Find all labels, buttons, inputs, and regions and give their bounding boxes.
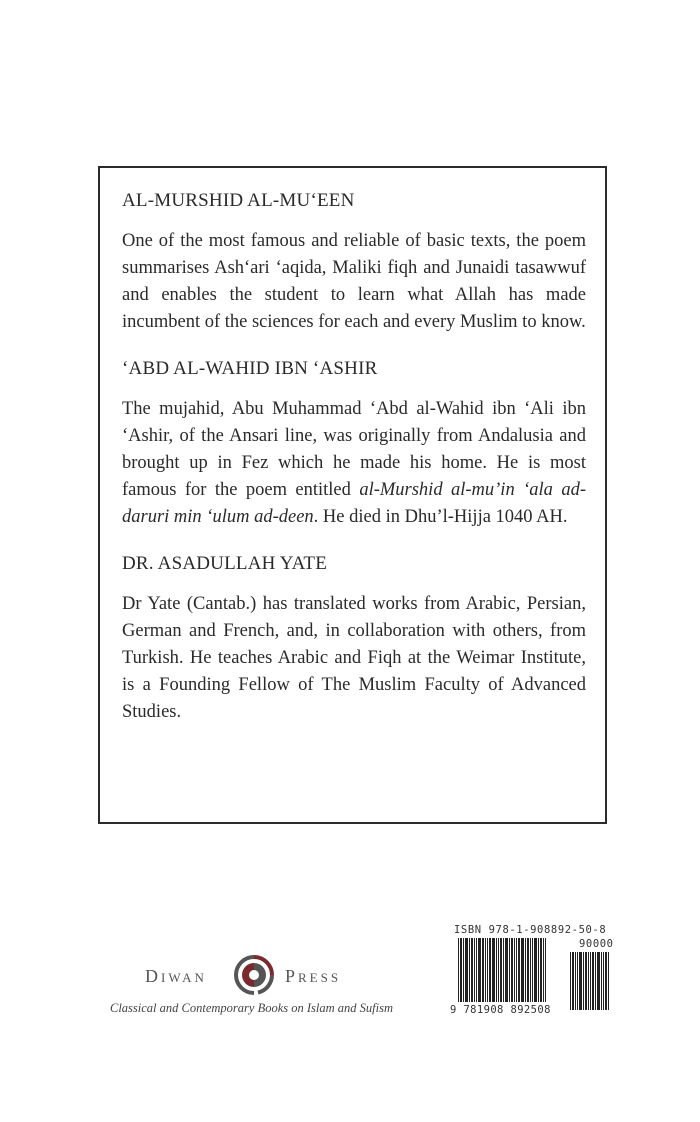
price-code: 90000 (579, 938, 614, 950)
author-body-text: The mujahid, Abu Muhammad ‘Abd al-Wahid ibn ‘Ali ibn ‘Ashir, of the Ansari line, was originally from Andalusia and brought up in Fez which he made his home. He is most famous for the poem entitled (122, 399, 586, 500)
section-body-translator: Dr Yate (Cantab.) has translated works from Arabic, Persian, German and French, and, in collaboration with others, from Turkish. He teaches Arabic and Fiqh at the Weimar Institute, is a Founding Fellow of The Muslim Faculty of Advanced Studies. (122, 594, 586, 722)
ean-digits: 9 781908 892508 (450, 1004, 551, 1016)
section-heading-translator: DR. ASADULLAH YATE (122, 553, 328, 574)
isbn-label: ISBN 978-1-908892-50-8 (454, 924, 607, 936)
back-cover-text-box (98, 166, 607, 824)
text-content (122, 190, 586, 748)
section-body-poem: One of the most famous and reliable of basic texts, the poem summarises Ash‘ari ‘aqida, Maliki fiqh and Junaidi tasawwuf and enables the student to learn what Allah has made incumbent of the sciences for each and every Muslim to know. (122, 231, 586, 332)
section-heading-author: ‘ABD AL-WAHID IBN ‘ASHIR (122, 358, 378, 379)
publisher-name-left: Diwan (145, 966, 207, 986)
publisher-tagline: Classical and Contemporary Books on Islam and Sufism (110, 1001, 393, 1015)
section-heading-poem: AL-MURSHID AL-MU‘EEN (122, 190, 355, 211)
publisher-logo (145, 953, 385, 997)
poem-title-italic: al-Murshid al-mu’in ‘ala ad-daruri min ‘ulum ad-deen (122, 480, 586, 527)
isbn-barcode (450, 924, 612, 1019)
author-body-text-end: . He died in Dhu’l-Hijja 1040 AH. (313, 507, 568, 527)
ean-bars (458, 938, 547, 1002)
addon-bars (570, 952, 610, 1010)
publisher-name-right: Press (285, 966, 342, 986)
section-body-author (122, 396, 586, 531)
diwan-press-emblem-icon (232, 953, 276, 997)
